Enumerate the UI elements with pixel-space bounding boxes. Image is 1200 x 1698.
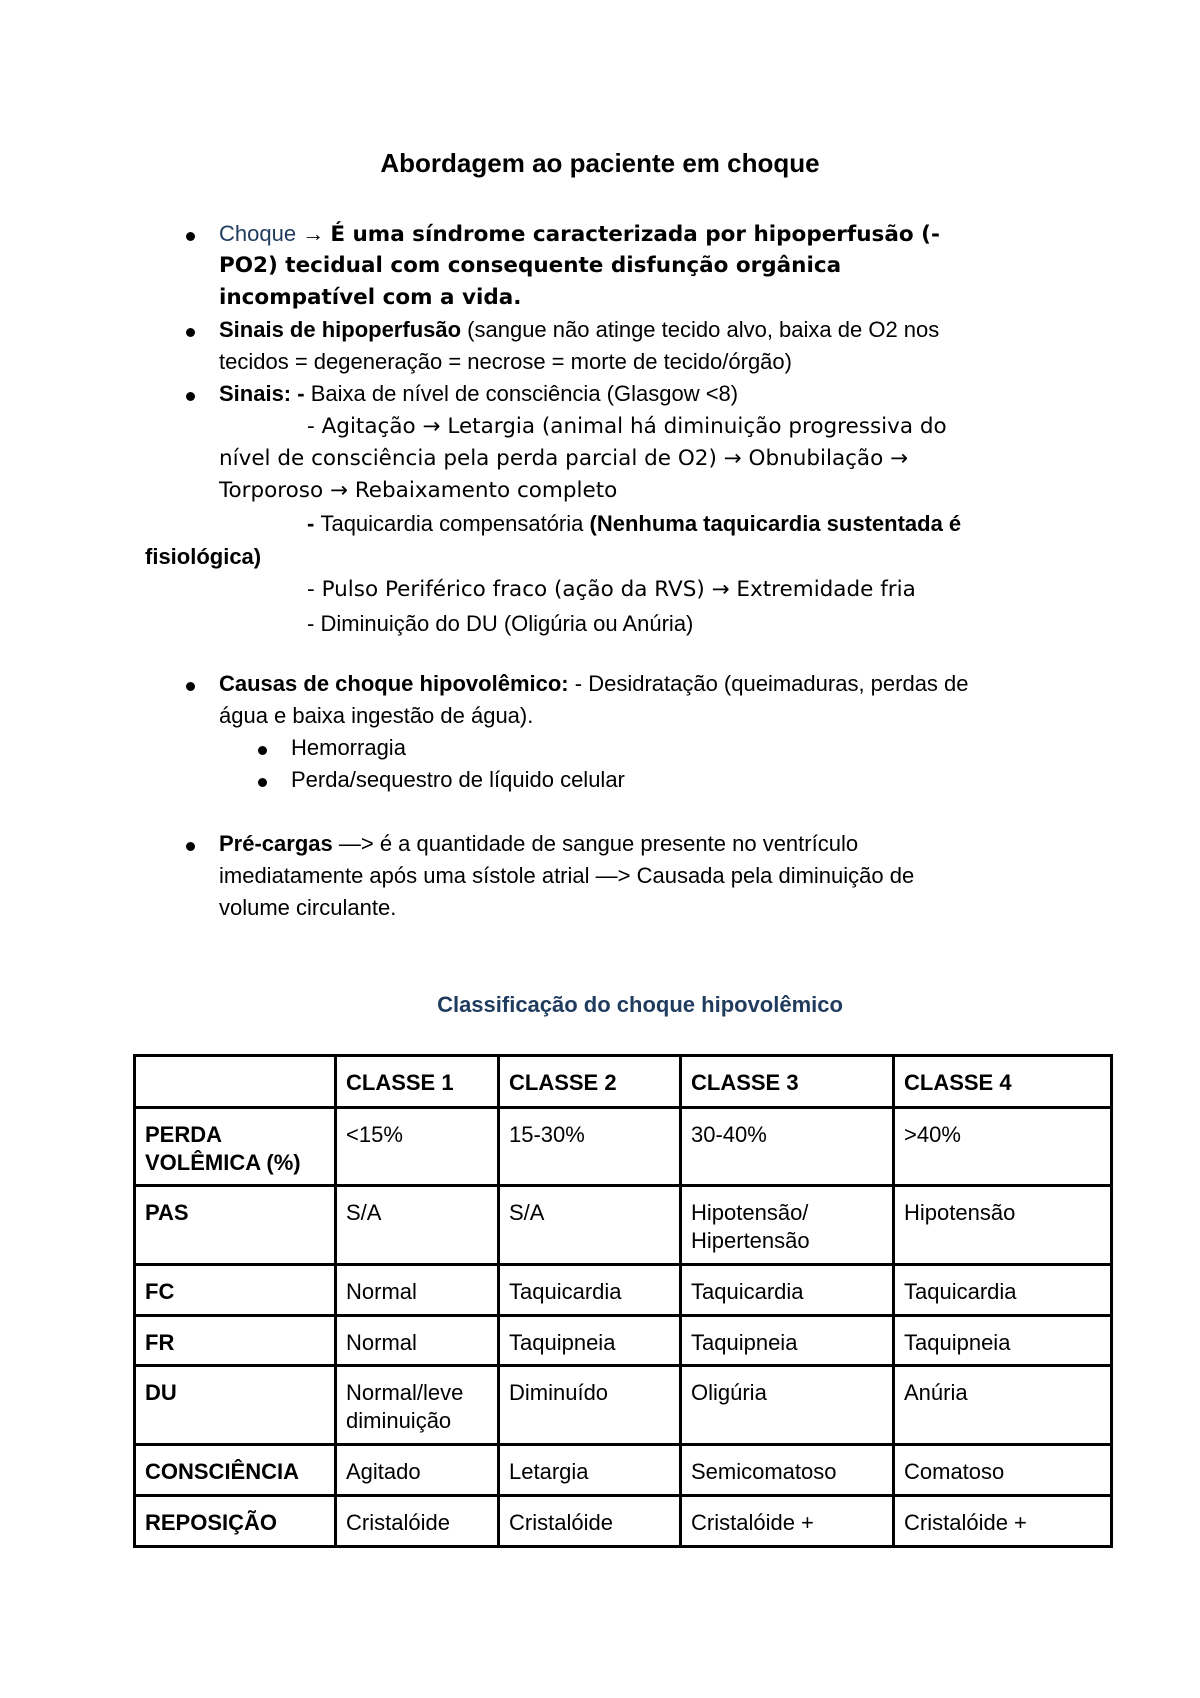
causas-text-1: - Desidratação (queimaduras, perdas de <box>568 671 969 696</box>
classification-table <box>133 1054 1113 1548</box>
precargas-term: Pré-cargas <box>219 831 333 856</box>
row-label: REPOSIÇÃO <box>135 1496 336 1547</box>
choque-line-1 <box>219 218 940 251</box>
sinais-dash: - <box>291 381 311 406</box>
table-cell: Cristalóide + <box>894 1496 1112 1547</box>
table-cell: Taquipneia <box>499 1316 681 1366</box>
table-cell: S/A <box>336 1186 499 1265</box>
table-row <box>135 1265 1112 1316</box>
table-cell: Cristalóide + <box>681 1496 894 1547</box>
sinais-item-2-line-3: Torporoso → Rebaixamento completo <box>219 478 618 503</box>
precargas-text-3: volume circulante. <box>219 895 397 920</box>
table-title: Classificação do choque hipovolêmico <box>437 992 843 1017</box>
causas-sub-item: Perda/sequestro de líquido celular <box>291 767 625 792</box>
choque-term: Choque <box>219 221 297 246</box>
precargas-line-1 <box>219 828 858 860</box>
table-cell: Normal <box>336 1316 499 1366</box>
row-label: CONSCIÊNCIA <box>135 1445 336 1496</box>
table-cell: S/A <box>499 1186 681 1265</box>
table-cell: 15-30% <box>499 1108 681 1186</box>
table-cell: Letargia <box>499 1445 681 1496</box>
table-header-cell: CLASSE 1 <box>336 1056 499 1108</box>
table-cell: Taquicardia <box>499 1265 681 1316</box>
causas-term: Causas de choque hipovolêmico: <box>219 671 569 696</box>
table-cell: Oligúria <box>681 1366 894 1445</box>
sub-bullet-dot <box>258 746 267 755</box>
table-cell: Agitado <box>336 1445 499 1496</box>
table-cell: Diminuído <box>499 1366 681 1445</box>
table-cell: 30-40% <box>681 1108 894 1186</box>
bullet-dot <box>186 392 195 401</box>
choque-arrow: → <box>296 221 331 246</box>
table-row <box>135 1496 1112 1547</box>
table-cell: Taquipneia <box>681 1316 894 1366</box>
table-cell: Cristalóide <box>336 1496 499 1547</box>
table-header-cell: CLASSE 4 <box>894 1056 1112 1108</box>
table-cell: Comatoso <box>894 1445 1112 1496</box>
table-row <box>135 1316 1112 1366</box>
table-header-row <box>135 1056 1112 1108</box>
bullet-dot <box>186 682 195 691</box>
sinais-item-2-line-2: nível de consciência pela perda parcial de O2) → Obnubilação → <box>219 446 909 471</box>
choque-definition-3: incompatível com a vida. <box>219 285 522 310</box>
table-cell: Hipotensão <box>894 1186 1112 1265</box>
choque-definition-1: É uma síndrome caracterizada por hipoperfusão (- <box>330 222 940 247</box>
sinais-item-5: - Diminuição do DU (Oligúria ou Anúria) <box>307 611 694 636</box>
table-cell: Semicomatoso <box>681 1445 894 1496</box>
row-label: PERDA VOLÊMICA (%) <box>135 1108 336 1186</box>
bullet-dot <box>186 328 195 337</box>
table-header-cell: CLASSE 2 <box>499 1056 681 1108</box>
hipoperfusao-term: Sinais de hipoperfusão <box>219 317 462 342</box>
table-row <box>135 1366 1112 1445</box>
sinais-item-3-line-1 <box>307 508 961 540</box>
table-cell: Taquipneia <box>894 1316 1112 1366</box>
page-title: Abordagem ao paciente em choque <box>380 148 820 178</box>
table-cell: Anúria <box>894 1366 1112 1445</box>
sinais-item-1: Baixa de nível de consciência (Glasgow <8) <box>310 381 739 406</box>
hipoperfusao-text-2: tecidos = degeneração = necrose = morte de tecido/órgão) <box>219 349 792 374</box>
sinais-item-3-line-2: fisiológica) <box>145 544 262 569</box>
causas-text-2: água e baixa ingestão de água). <box>219 703 534 728</box>
table-row <box>135 1445 1112 1496</box>
precargas-text-2: imediatamente após uma sístole atrial —> Causada pela diminuição de <box>219 863 915 888</box>
table-header-cell <box>135 1056 336 1108</box>
causas-sub-item: Hemorragia <box>291 735 406 760</box>
hipoperfusao-text-1: (sangue não atinge tecido alvo, baixa de O2 nos <box>461 317 940 342</box>
sinais-item-3-dash: - <box>307 511 321 536</box>
table-header-cell: CLASSE 3 <box>681 1056 894 1108</box>
table-cell: Normal <box>336 1265 499 1316</box>
hipoperfusao-line-1 <box>219 314 939 346</box>
row-label: PAS <box>135 1186 336 1265</box>
table-cell: Taquicardia <box>894 1265 1112 1316</box>
causas-line-1 <box>219 668 969 700</box>
bullet-dot <box>186 842 195 851</box>
sub-bullet-dot <box>258 778 267 787</box>
sinais-item-3-text: Taquicardia compensatória <box>320 511 590 536</box>
precargas-text-1: —> é a quantidade de sangue presente no ventrículo <box>332 831 859 856</box>
table-cell: Hipotensão/ Hipertensão <box>681 1186 894 1265</box>
row-label: FC <box>135 1265 336 1316</box>
table-cell: Normal/leve diminuição <box>336 1366 499 1445</box>
sinais-item-2-line-1: - Agitação → Letargia (animal há diminuição progressiva do <box>307 414 947 439</box>
row-label: FR <box>135 1316 336 1366</box>
sinais-line-1 <box>219 378 738 410</box>
choque-definition-2: PO2) tecidual com consequente disfunção orgânica <box>219 253 842 278</box>
table-cell: Cristalóide <box>499 1496 681 1547</box>
row-label: DU <box>135 1366 336 1445</box>
sinais-item-3-bold: (Nenhuma taquicardia sustentada é <box>589 511 962 536</box>
table-cell: Taquicardia <box>681 1265 894 1316</box>
sinais-item-4: - Pulso Periférico fraco (ação da RVS) → Extremidade fria <box>307 577 916 602</box>
sinais-term: Sinais: <box>219 381 292 406</box>
table-row <box>135 1108 1112 1186</box>
bullet-dot <box>186 232 195 241</box>
table-cell: >40% <box>894 1108 1112 1186</box>
table-row <box>135 1186 1112 1265</box>
table-cell: <15% <box>336 1108 499 1186</box>
